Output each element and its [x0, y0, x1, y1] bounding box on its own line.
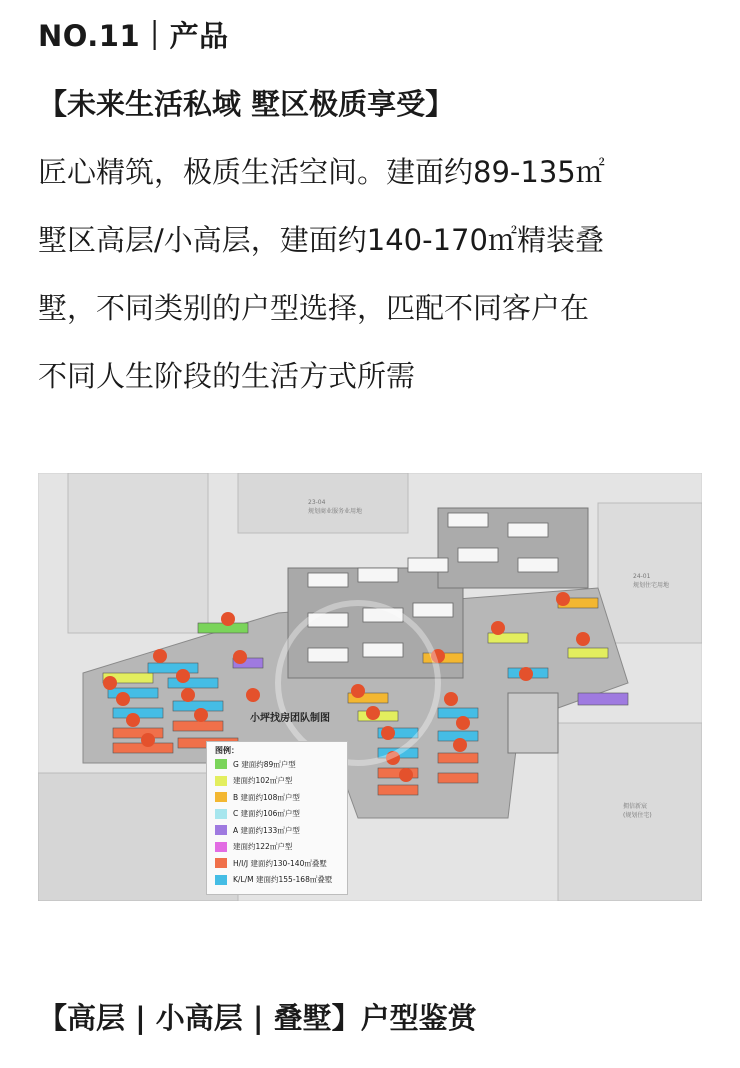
plot-use: (规划住宅) — [623, 812, 652, 819]
legend-label: G 建面约89㎡户型 — [233, 759, 296, 769]
legend-item — [215, 775, 292, 787]
legend-label: C 建面约106㎡户型 — [233, 809, 300, 818]
site-plan-drawing — [38, 473, 702, 901]
plot-label-bottom-right — [623, 801, 652, 819]
legend-swatch — [215, 792, 227, 802]
plot-use: 规划住宅用地 — [633, 582, 670, 589]
legend-label: H/I/J 建面约130-140㎡叠墅 — [233, 858, 327, 868]
plot-label-right — [633, 573, 669, 589]
legend-label: B 建面约108㎡户型 — [233, 792, 300, 802]
legend-swatch — [215, 825, 227, 835]
legend-item — [215, 808, 300, 820]
legend-swatch — [215, 776, 227, 786]
legend-item — [215, 841, 292, 853]
plot-name: 拥信新宸 — [623, 803, 648, 810]
legend-box — [206, 741, 348, 895]
legend-swatch — [215, 842, 227, 852]
plot-label-top — [308, 499, 362, 515]
legend-item — [215, 874, 332, 886]
intro-line: 墅区高层/小高层，建面约140-170㎡精装叠 — [38, 223, 604, 257]
section-number-heading: NO.11｜产品 — [38, 19, 229, 53]
legend-label: K/L/M 建面约155-168㎡叠墅 — [233, 875, 333, 884]
intro-line: 不同人生阶段的生活方式所需 — [38, 359, 416, 393]
legend-label: A 建面约133㎡户型 — [233, 825, 300, 835]
legend-label: 建面约102㎡户型 — [233, 776, 293, 785]
intro-line: 墅，不同类别的户型选择，匹配不同客户在 — [38, 291, 590, 325]
legend-swatch — [215, 759, 227, 769]
legend-swatch — [215, 858, 227, 868]
intro-line: 匠心精筑，极质生活空间。建面约89-135㎡ — [38, 155, 605, 189]
plot-code: 23-04 — [308, 499, 326, 506]
team-watermark-label: 小坪找房团队制图 — [250, 713, 330, 724]
legend-swatch — [215, 875, 227, 885]
plot-use: 规划商业服务业用地 — [308, 508, 363, 515]
legend-item — [215, 824, 300, 836]
legend-item — [215, 758, 296, 770]
legend-swatch — [215, 809, 227, 819]
legend-label: 建面约122㎡户型 — [233, 842, 293, 851]
legend-title: 图例： — [215, 746, 239, 755]
subheading: 【未来生活私域 墅区极质享受】 — [38, 87, 455, 121]
legend-item — [215, 857, 327, 869]
site-plan-image — [38, 473, 702, 901]
legend-item — [215, 791, 300, 803]
intro-paragraph — [38, 138, 706, 410]
plot-code: 24-01 — [633, 573, 651, 580]
bottom-heading: 【高层 | 小高层 | 叠墅】户型鉴赏 — [38, 1001, 477, 1035]
